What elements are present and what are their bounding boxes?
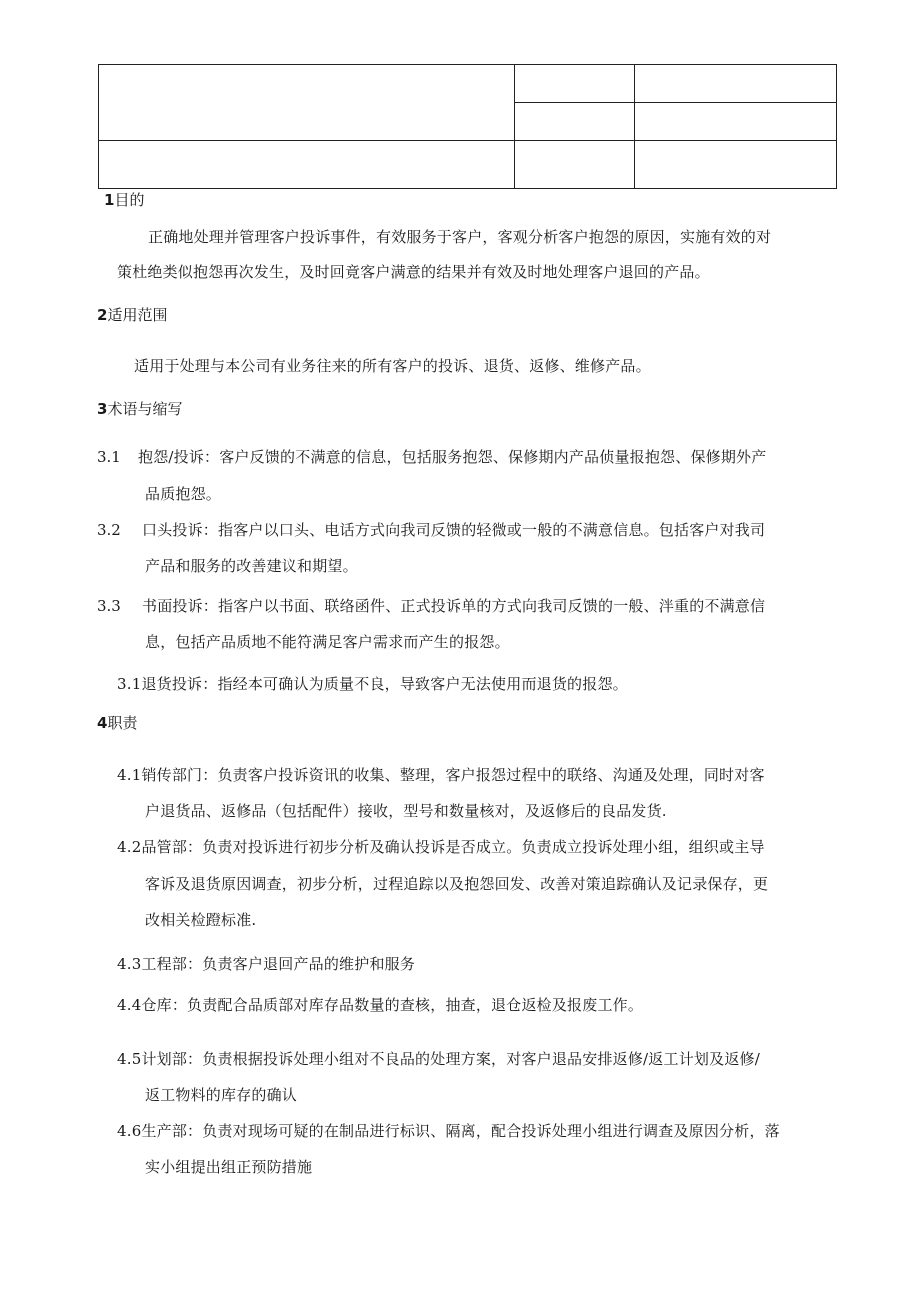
paragraph-line: 产品和服务的改善建议和期望。 xyxy=(145,557,358,575)
section-title: 术语与缩写 xyxy=(107,400,183,418)
section-heading-scope xyxy=(97,305,167,325)
paragraph-line: 品质抱怨。 xyxy=(145,485,222,503)
header-cell xyxy=(515,141,635,189)
header-cell xyxy=(99,65,515,141)
paragraph-line: 正确地处理并管理客户投诉事件，有效服务于客户，客观分析客户抱怨的原因，实施有效的对 xyxy=(148,228,772,246)
section-heading-terms xyxy=(97,399,182,419)
paragraph-line: 返工物料的库存的确认 xyxy=(145,1086,298,1104)
header-cell xyxy=(515,103,635,141)
section-number: 2 xyxy=(97,306,108,324)
paragraph-line: 改相关检蹬标准. xyxy=(145,911,257,929)
item-number: 3.1 xyxy=(97,448,121,466)
section-number: 4 xyxy=(97,714,108,732)
header-cell xyxy=(635,103,837,141)
section-number: 1 xyxy=(104,191,115,209)
section-heading-responsibilities xyxy=(97,713,137,733)
section-number: 3 xyxy=(97,400,108,418)
header-cell xyxy=(635,65,837,103)
section-title: 目的 xyxy=(114,191,145,209)
paragraph-line: 户退货品、返修品（包括配件）接收，型号和数量核对，及返修后的良品发货. xyxy=(145,802,667,820)
paragraph-line: 客诉及退货原因调查，初步分析，过程追踪以及抱怨回发、改善对策追踪确认及记录保存，更 xyxy=(145,875,769,893)
paragraph-line: 4.1销传部门：负责客户投诉资讯的收集、整理，客户报怨过程中的联络、沟通及处理，同时对客 xyxy=(117,766,765,784)
header-cell xyxy=(99,141,515,189)
section-title: 适用范围 xyxy=(107,306,168,324)
item-number: 3.2 xyxy=(97,521,121,539)
paragraph-line: 适用于处理与本公司有业务往来的所有客户的投诉、退货、返修、维修产品。 xyxy=(134,357,651,375)
paragraph-line: 4.4仓库：负责配合品质部对库存品数量的查核，抽查，退仓返检及报废工作。 xyxy=(117,996,644,1014)
header-cell xyxy=(635,141,837,189)
paragraph-line: 4.5计划部：负责根据投诉处理小组对不良品的处理方案，对客户退品安排返修/返工计划及返修/ xyxy=(117,1050,760,1068)
paragraph-line: 口头投诉：指客户以口头、电话方式向我司反馈的轻微或一般的不满意信息。包括客户对我司 xyxy=(142,521,766,539)
section-heading-purpose xyxy=(104,190,144,210)
paragraph-line: 4.3工程部：负责客户退回产品的维护和服务 xyxy=(117,955,416,973)
paragraph-line: 实小组提出组正预防措施 xyxy=(145,1158,313,1176)
item-number: 3.3 xyxy=(97,597,121,615)
header-table xyxy=(98,64,837,189)
section-title: 职责 xyxy=(107,714,138,732)
paragraph-line: 息，包括产品质地不能符满足客户需求而产生的报怨。 xyxy=(145,633,510,651)
header-cell xyxy=(515,65,635,103)
paragraph-line: 3.1退货投诉：指经本可确认为质量不良，导致客户无法使用而退货的报怨。 xyxy=(117,675,628,693)
paragraph-line: 抱怨/投诉：客户反馈的不满意的信息，包括服务抱怨、保修期内产品侦量报抱怨、保修期外产 xyxy=(138,448,767,466)
paragraph-line: 策杜绝类似抱怨再次发生，及时回竟客户满意的结果并有效及时地处理客户退回的产品。 xyxy=(117,263,710,281)
paragraph-line: 书面投诉：指客户以书面、联络函件、正式投诉单的方式向我司反馈的一般、泮重的不满意信 xyxy=(142,597,766,615)
paragraph-line: 4.2品管部：负责对投诉进行初步分析及确认投诉是否成立。负责成立投诉处理小组，组织或主导 xyxy=(117,838,765,856)
paragraph-line: 4.6生产部：负责对现场可疑的在制品进行标识、隔离，配合投诉处理小组进行调查及原因分析，落 xyxy=(117,1122,780,1140)
